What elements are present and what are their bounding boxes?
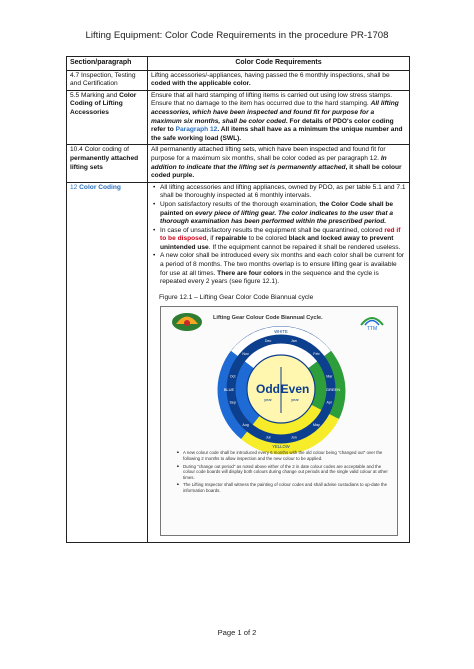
- section-cell: [67, 90, 148, 145]
- section-bold: permanently attached lifting sets: [70, 154, 139, 171]
- req-bold: , it shall be colour coded purple.: [151, 163, 402, 180]
- month-label: Sep: [229, 400, 236, 405]
- month-label: Oct: [229, 374, 236, 379]
- req-text: Upon satisfactory results of the thorough examination,: [160, 200, 320, 208]
- list-item: [160, 227, 406, 253]
- month-label: Dec: [264, 339, 272, 344]
- document-title: Lifting Equipment: Color Code Requirements in the procedure PR-1708: [85, 30, 389, 41]
- figure-notes: [177, 450, 389, 495]
- figure-title: Lifting Gear Colour Code Biannual Cycle.: [213, 315, 323, 322]
- table-row: [67, 70, 410, 90]
- color-cycle-figure: [160, 306, 398, 536]
- month-label: Jul: [265, 436, 271, 441]
- month-label: Feb: [313, 352, 320, 357]
- req-text: in the sequence and the cycle is repeated every 2 years (see figure 12.1).: [160, 269, 379, 286]
- figure-note: ▲ A new colour code shall be introduced every 6 months with the old colour being "changed out" over the following 2 months to allow inspection and the new colour to be applied.: [183, 450, 389, 461]
- req-text: , if: [206, 235, 216, 243]
- req-text: A new color shall be introduced every six months and each color shall be current for a period of 8 months. The two months overlap is to ensure lifting gear is available for use at all times.: [160, 252, 405, 277]
- req-text: Ensure that all hard stamping of lifting items is carried out using low stress stamps. Ensure that no damage to the item has occurred due to the hard stamping.: [151, 91, 393, 108]
- list-item: • All lifting accessories and lifting appliances, owned by PDO, as per table 5.1 and 7.1 shall be thoroughly inspected at 6 monthly intervals.: [160, 184, 406, 201]
- month-label: Jan: [291, 339, 297, 344]
- req-bold: . All items shall have as a minimum the unique number and the safe working load (SWL).: [151, 126, 403, 142]
- section-cell: [67, 182, 148, 543]
- ttm-logo-text: TTM: [366, 326, 378, 332]
- req-bold: . For details of PDO's color coding refer to: [151, 117, 394, 134]
- requirement-cell: [148, 145, 410, 182]
- figure-note: ▲ The Lifting Inspector shall witness the painting of colour codes and shall advise custodians to up-date the information boards.: [183, 482, 389, 493]
- figure-note: ▲ During "change out period" as noted above either of the 2 in date colour codes are acceptable and the colour code boards will display both colours during change out periods and the single valid colour at other times.: [183, 464, 389, 481]
- month-label: Jun: [291, 436, 297, 441]
- requirements-list: [151, 184, 406, 287]
- req-text: All permanently attached lifting sets, which have been inspected and found fit for purpose for a maximum six months, shall be color coded as per paragraph 12.: [151, 146, 386, 162]
- table-row: [67, 145, 410, 182]
- yellow-label: YELLOW: [272, 444, 290, 450]
- figure-caption: Figure 12.1 – Lifting Gear Color Code Biannual cycle: [159, 293, 314, 301]
- req-bold-italic: . The color indicates to the user that a thorough examination has been performed within the prescribed period.: [160, 209, 394, 226]
- list-item: [160, 252, 406, 286]
- section-cell: 4.7 Inspection, Testing and Certification: [67, 70, 148, 90]
- requirement-cell: [148, 90, 410, 145]
- color-coding-link[interactable]: Color Coding: [79, 183, 121, 191]
- requirement-cell: [148, 70, 410, 90]
- section-text: 10.4 Color coding of: [70, 146, 130, 154]
- req-text: Lifting accessories/-appliances, having passed the 6 monthly inspections, shall be: [151, 71, 390, 79]
- requirements-column-header: Color Code Requirements: [148, 57, 410, 71]
- odd-year-label: year: [264, 397, 272, 403]
- blue-label: BLUE: [223, 387, 235, 393]
- section-column-header: Section/paragraph: [67, 57, 148, 71]
- month-label: Apr: [326, 400, 333, 405]
- req-bold: There are four colors: [217, 269, 284, 277]
- req-bold: black and locked away to prevent unintended use: [160, 235, 394, 251]
- table-header-row: [67, 57, 410, 71]
- odd-label: Odd: [256, 382, 280, 397]
- green-label: GREEN: [325, 387, 341, 393]
- month-label: Mar: [326, 374, 333, 379]
- even-label: Even: [280, 382, 310, 397]
- section-bold: Color Coding of Lifting Accessories: [70, 91, 137, 116]
- req-text: to be colored: [246, 235, 289, 243]
- section-text: 5.5 Marking and: [70, 91, 120, 99]
- req-bold: repairable: [215, 235, 247, 243]
- even-year-label: year: [291, 397, 299, 403]
- req-bold: coded with the applicable color.: [151, 80, 251, 88]
- table-row: [67, 182, 410, 543]
- month-label: May: [313, 423, 320, 428]
- list-item: [160, 201, 406, 227]
- req-bold: the Color Code shall be painted on: [160, 200, 394, 217]
- req-bold-italic: In addition to indicate that the lifting set is permanently attached: [151, 154, 387, 171]
- req-text: . If the equipment cannot be repaired it shall be rendered useless.: [208, 243, 401, 251]
- color-code-table: [66, 56, 410, 543]
- paragraph-12-link[interactable]: Paragraph 12: [175, 126, 218, 134]
- req-bold-italic: All lifting accessories, which have been inspected and found fit for purpose for a maximum six months, shall be color coded: [151, 100, 399, 125]
- req-bold-italic: every piece of lifting gear: [195, 209, 275, 217]
- color-wheel: [161, 323, 397, 463]
- section-number: 12: [70, 183, 80, 191]
- page-number: Page 1 of 2: [217, 628, 257, 637]
- req-text: In case of unsatisfactory results the equipment shall be quarantined, colored: [160, 226, 385, 234]
- month-label: Nov: [242, 352, 249, 357]
- req-red-text: red if to be disposed: [160, 226, 401, 243]
- table-row: [67, 90, 410, 145]
- requirement-cell: [148, 182, 410, 543]
- white-label: WHITE: [274, 329, 288, 335]
- section-cell: [67, 145, 148, 182]
- month-label: Aug: [242, 423, 249, 428]
